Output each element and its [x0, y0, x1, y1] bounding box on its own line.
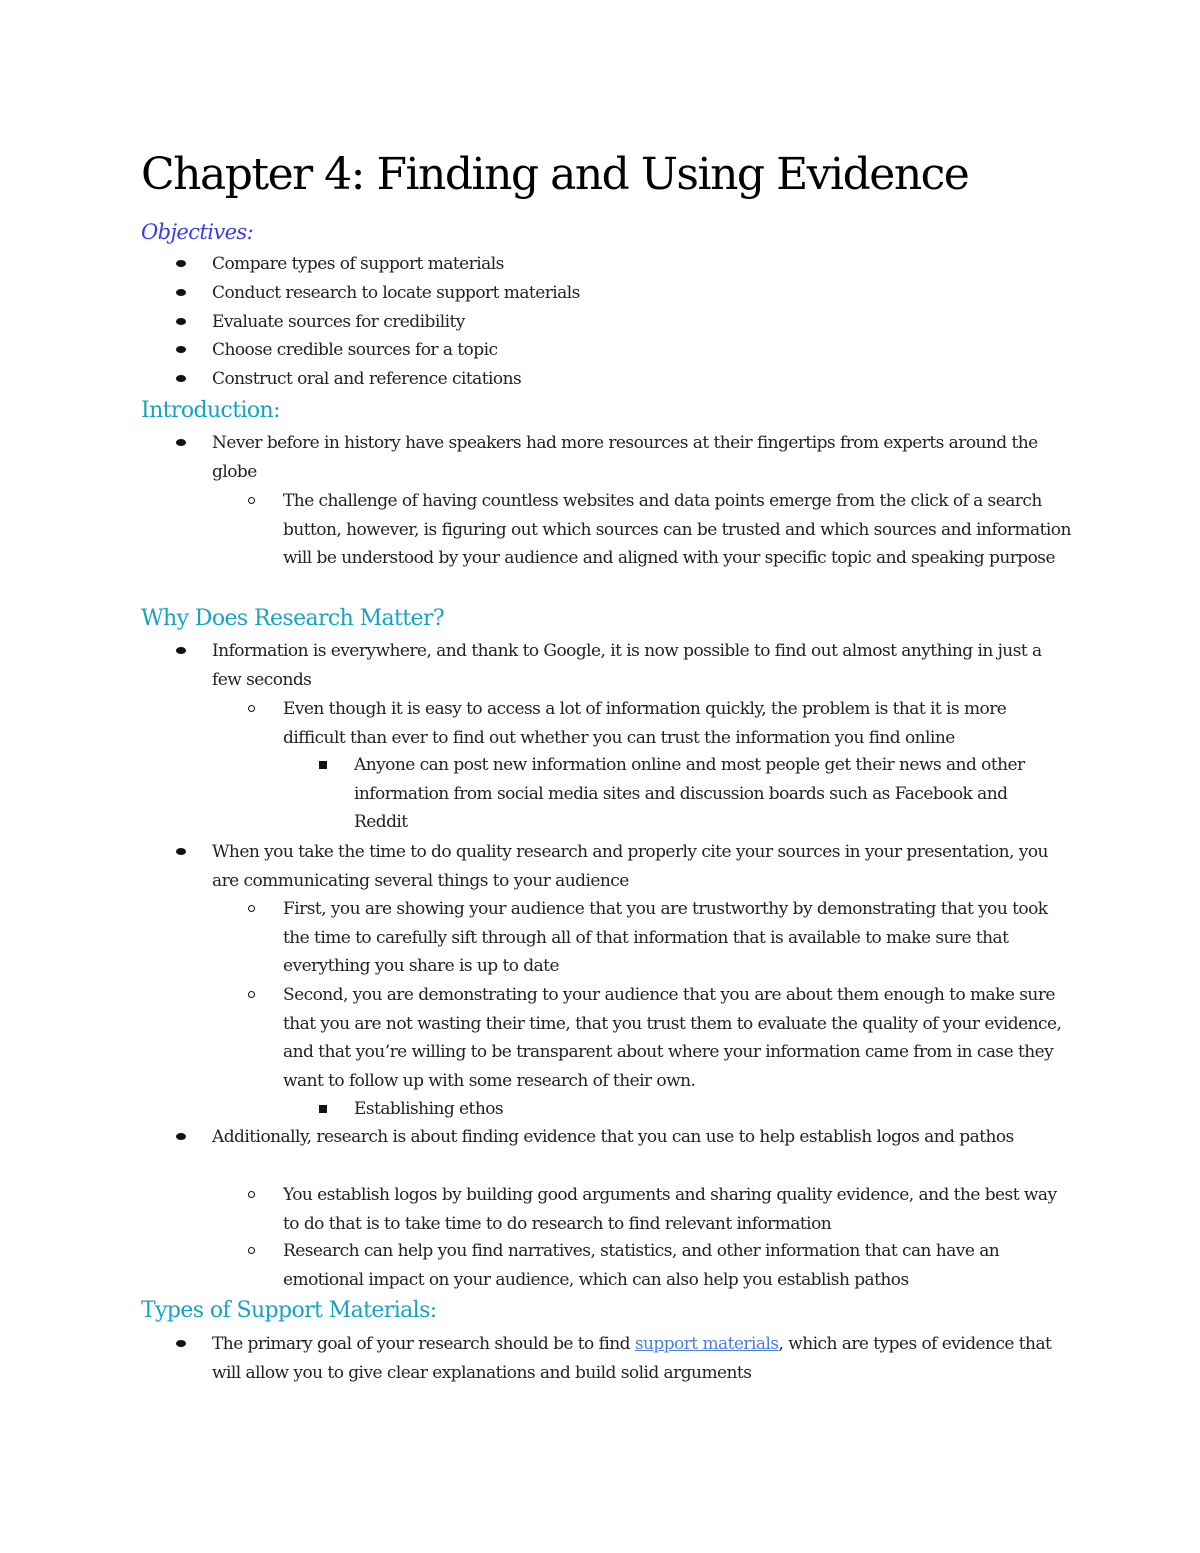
list-item [283, 695, 1072, 752]
square-bullet-icon [319, 761, 327, 769]
objective-item [212, 279, 1072, 308]
list-item [212, 838, 1072, 895]
list-item [283, 1237, 1072, 1294]
objectives-heading: Objectives: [141, 220, 254, 244]
bullet-icon [176, 260, 186, 267]
page-title: Chapter 4: Finding and Using Evidence [141, 149, 969, 200]
support-materials-heading: Types of Support Materials: [141, 1298, 437, 1323]
list-item-text: Establishing ethos [354, 1099, 504, 1119]
bullet-icon [176, 318, 186, 325]
list-item-text: Never before in history have speakers had more resources at their fingertips from experts around the globe [212, 433, 1038, 482]
objective-item [212, 365, 1072, 394]
list-item-text: Additionally, research is about finding evidence that you can use to help establish logos and pathos [212, 1127, 1014, 1147]
hollow-bullet-icon [248, 1247, 255, 1254]
list-item [283, 1181, 1072, 1238]
list-item-text: Information is everywhere, and thank to Google, it is now possible to find out almost anything in just a few seconds [212, 641, 1042, 690]
objective-text: Compare types of support materials [212, 254, 504, 274]
list-item-text: Anyone can post new information online and most people get their news and other information from social media sites and discussion boards such as Facebook and Reddit [354, 755, 1025, 833]
support-materials-link[interactable]: support materials [634, 1334, 779, 1354]
bullet-icon [176, 289, 186, 296]
list-item-text-start: The primary goal of your research should be to find [212, 1334, 635, 1354]
hollow-bullet-icon [248, 705, 255, 712]
hollow-bullet-icon [248, 1191, 255, 1198]
objective-item [212, 336, 1072, 365]
list-item [212, 637, 1072, 694]
list-item [212, 1330, 1072, 1387]
introduction-heading: Introduction: [141, 398, 280, 423]
bullet-icon [176, 647, 186, 654]
list-item [354, 751, 1054, 837]
objective-text: Evaluate sources for credibility [212, 312, 465, 332]
hollow-bullet-icon [248, 991, 255, 998]
list-item [283, 895, 1072, 981]
list-item-text-end: , which are types of evidence that will allow you to give clear explanations and build solid arguments [212, 1334, 1052, 1383]
objective-text: Choose credible sources for a topic [212, 340, 498, 360]
hollow-bullet-icon [248, 905, 255, 912]
square-bullet-icon [319, 1105, 327, 1113]
list-item-text: When you take the time to do quality research and properly cite your sources in your presentation, you are communicating several things to your audience [212, 842, 1048, 891]
objective-text: Construct oral and reference citations [212, 369, 522, 389]
objective-item [212, 250, 1072, 279]
hollow-bullet-icon [248, 497, 255, 504]
bullet-icon [176, 1133, 186, 1140]
bullet-icon [176, 346, 186, 353]
objective-text: Conduct research to locate support materials [212, 283, 580, 303]
list-item-text: You establish logos by building good arguments and sharing quality evidence, and the best way to do that is to take time to do research to find relevant information [283, 1185, 1057, 1234]
list-item-text: Second, you are demonstrating to your audience that you are about them enough to make sure that you are not wasting their time, that you trust them to evaluate the quality of your evidence, and that you’re willing to be transparent about where your information came from in case they want to follow up with some research of their own. [283, 985, 1062, 1091]
list-item [283, 981, 1072, 1095]
bullet-icon [176, 375, 186, 382]
list-item [283, 487, 1072, 573]
list-item [212, 429, 1072, 486]
bullet-icon [176, 848, 186, 855]
list-item-text: The challenge of having countless websites and data points emerge from the click of a search button, however, is figuring out which sources can be trusted and which sources and information will be understood by your audience and aligned with your specific topic and speaking purpose [283, 491, 1071, 569]
bullet-icon [176, 1340, 186, 1347]
list-item [354, 1095, 1054, 1124]
list-item-text: First, you are showing your audience that you are trustworthy by demonstrating that you took the time to carefully sift through all of that information that is available to make sure that everything you share is up to date [283, 899, 1048, 977]
list-item [212, 1123, 1072, 1152]
bullet-icon [176, 439, 186, 446]
objective-item [212, 308, 1072, 337]
list-item-text: Research can help you find narratives, statistics, and other information that can have an emotional impact on your audience, which can also help you establish pathos [283, 1241, 1000, 1290]
research-matters-heading: Why Does Research Matter? [141, 606, 445, 631]
list-item-text: Even though it is easy to access a lot of information quickly, the problem is that it is more difficult than ever to find out whether you can trust the information you find online [283, 699, 1007, 748]
